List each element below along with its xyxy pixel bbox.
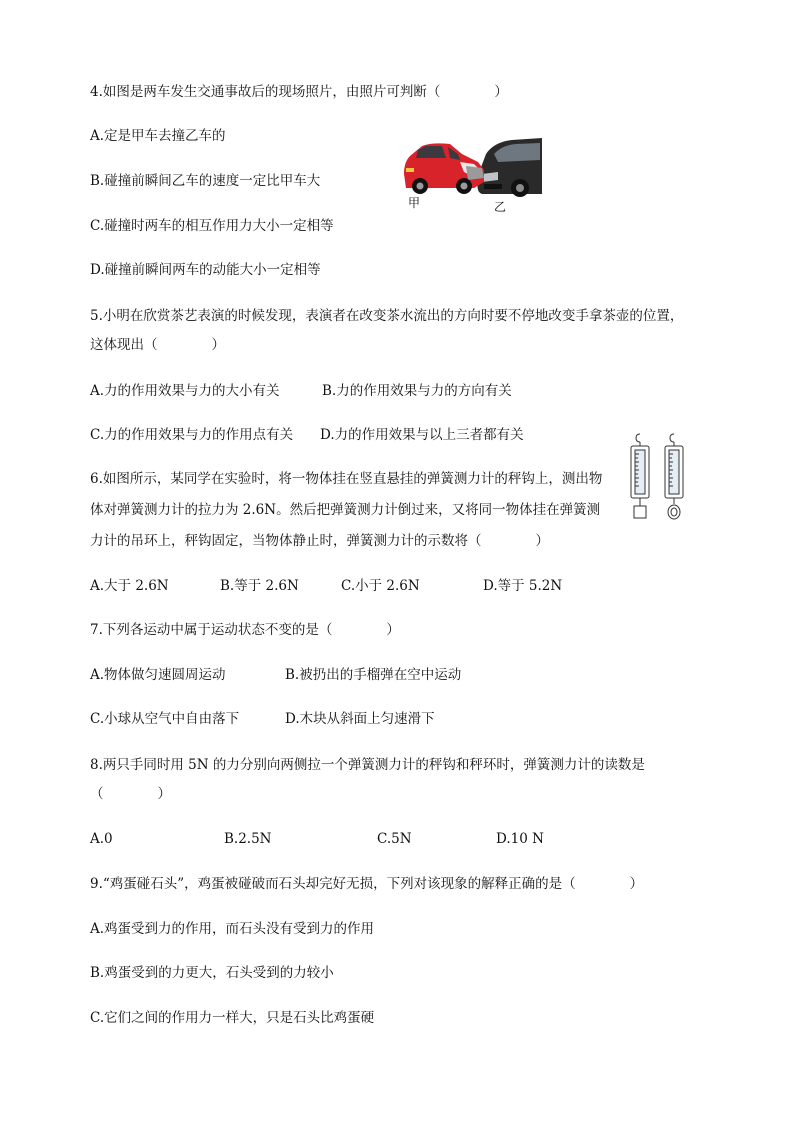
spring-scale-figure — [626, 432, 694, 524]
q9-option-b: B.鸡蛋受到的力更大，石头受到的力较小 — [90, 965, 334, 981]
q8-option-d: D.10 N — [496, 831, 544, 847]
q9-option-c: C.它们之间的作用力一样大，只是石头比鸡蛋硬 — [90, 1010, 375, 1026]
q8-option-b: B.2.5N — [224, 831, 272, 847]
q5-option-a: A.力的作用效果与力的大小有关 — [90, 383, 280, 399]
spring-scale-upright — [631, 434, 649, 518]
q5-option-c: C.力的作用效果与力的作用点有关 — [90, 427, 294, 443]
q6-stem-line-1: 6.如图所示，某同学在实验时，将一物体挂在竖直悬挂的弹簧测力计的秤钩上，测出物 — [90, 471, 603, 487]
q7-option-a: A.物体做匀速圆周运动 — [90, 667, 226, 683]
q7-stem: 7.下列各运动中属于运动状态不变的是（ ） — [90, 622, 400, 638]
q4-option-a: A.定是甲车去撞乙车的 — [90, 128, 226, 144]
q7-option-d: D.木块从斜面上匀速滑下 — [285, 711, 435, 727]
q4-option-b: B.碰撞前瞬间乙车的速度一定比甲车大 — [90, 173, 321, 189]
q8-stem-line-2: （ ） — [90, 786, 171, 802]
q7-option-c: C.小球从空气中自由落下 — [90, 711, 240, 727]
car-label-jia: 甲 — [408, 196, 421, 210]
q6-option-d: D.等于 5.2N — [483, 578, 563, 594]
q5-stem-line-1: 5.小明在欣赏茶艺表演的时候发现，表演者在改变茶水流出的方向时要不停地改变手拿茶壶的位置， — [90, 308, 684, 324]
q6-option-c: C.小于 2.6N — [341, 578, 420, 594]
q8-option-a: A.0 — [90, 831, 113, 847]
q4-option-d: D.碰撞前瞬间两车的动能大小一定相等 — [90, 262, 321, 278]
q6-option-a: A.大于 2.6N — [90, 578, 169, 594]
q5-stem-line-2: 这体现出（ ） — [90, 337, 225, 353]
q7-option-b: B.被扔出的手榴弹在空中运动 — [285, 667, 462, 683]
q9-stem: 9.“鸡蛋碰石头”，鸡蛋被碰破而石头却完好无损，下列对该现象的解释正确的是（ ） — [90, 876, 644, 892]
q6-option-b: B.等于 2.6N — [220, 578, 299, 594]
q4-option-c: C.碰撞时两车的相互作用力大小一定相等 — [90, 218, 334, 234]
black-car-image — [478, 138, 543, 197]
q6-stem-line-2: 体对弹簧测力计的拉力为 2.6N。然后把弹簧测力计倒过来，又将同一物体挂在弹簧测 — [90, 502, 601, 518]
red-car-image — [404, 143, 484, 194]
q8-stem-line-1: 8.两只手同时用 5N 的力分别向两侧拉一个弹簧测力计的秤钩和秤环时，弹簧测力计的读数是 — [90, 757, 645, 773]
spring-scale-inverted — [665, 434, 683, 519]
q5-option-d: D.力的作用效果与以上三者都有关 — [320, 427, 524, 443]
q4-stem: 4.如图是两车发生交通事故后的现场照片，由照片可判断（ ） — [90, 84, 508, 100]
q5-option-b: B.力的作用效果与力的方向有关 — [322, 383, 512, 399]
car-collision-figure — [402, 136, 544, 200]
car-label-yi: 乙 — [494, 200, 507, 214]
q6-stem-line-3: 力计的吊环上，秤钩固定，当物体静止时，弹簧测力计的示数将（ ） — [90, 533, 549, 549]
q9-option-a: A.鸡蛋受到力的作用，而石头没有受到力的作用 — [90, 921, 375, 937]
q8-option-c: C.5N — [377, 831, 412, 847]
